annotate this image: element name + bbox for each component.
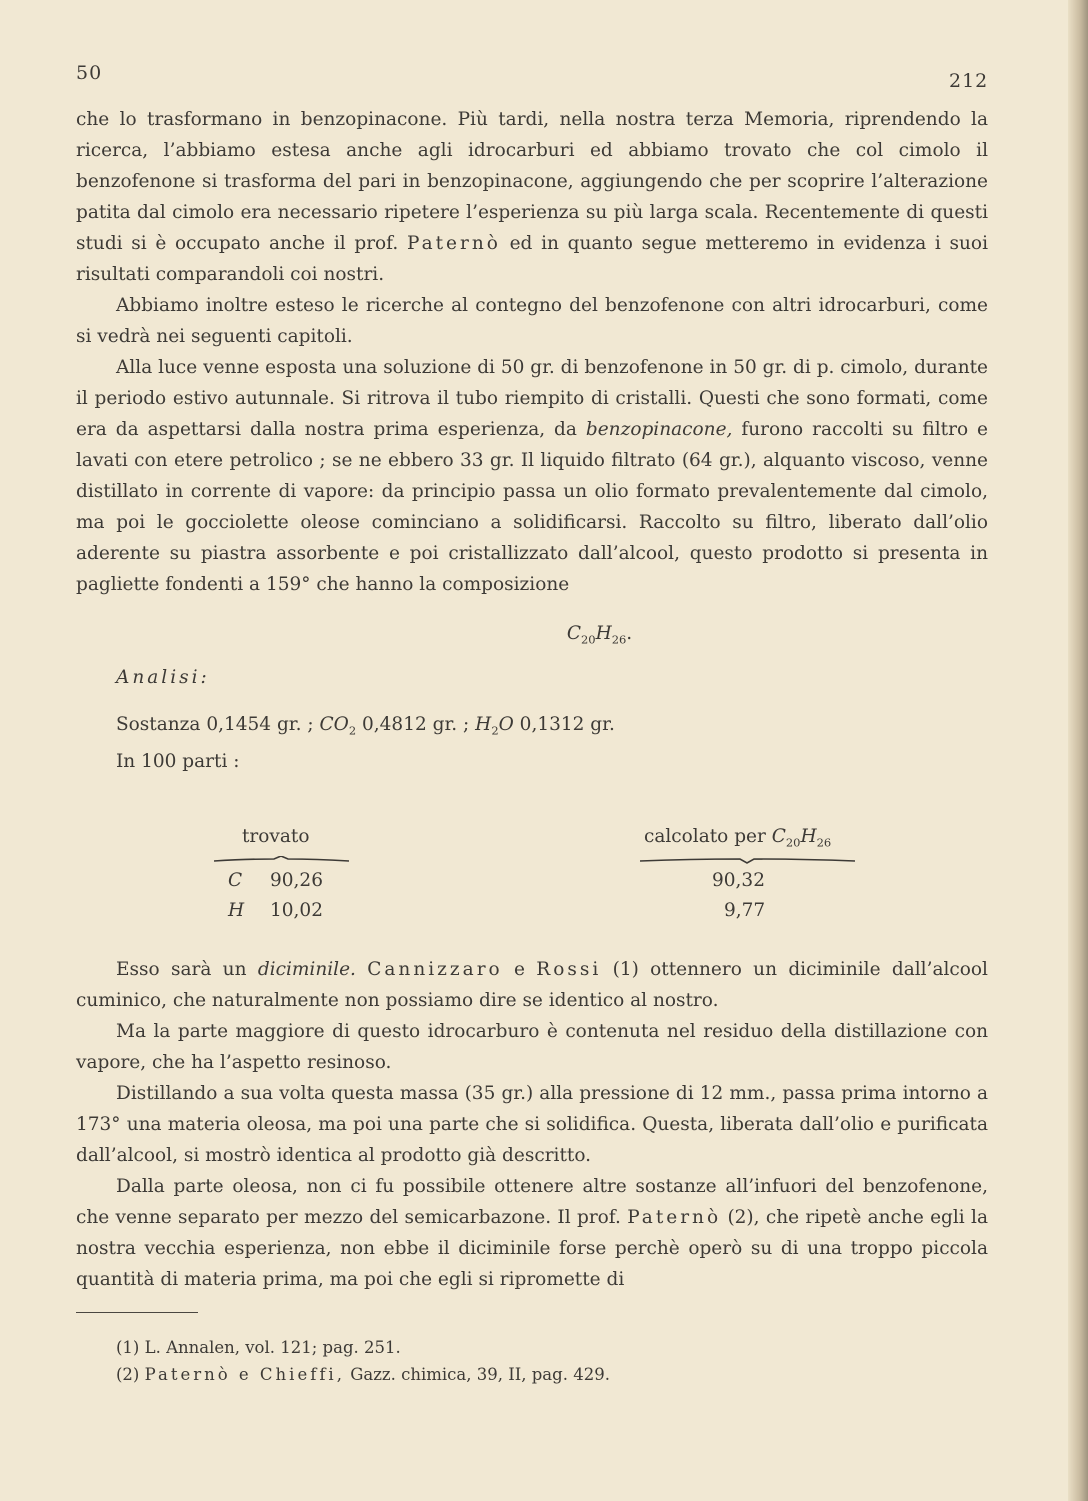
footnote-rule xyxy=(76,1312,198,1313)
row-elem: C xyxy=(228,870,243,891)
main-text-top xyxy=(76,104,988,777)
page-number-right: 212 xyxy=(949,70,989,92)
author-name: Paternò e Chieffi, xyxy=(144,1365,345,1384)
footnote-1: (1) L. Annalen, vol. 121; pag. 251. xyxy=(116,1338,401,1357)
paragraph-5: Ma la parte maggiore di questo idrocarburo è contenuta nel residuo della distillazione con vapore, che ha l’aspetto resinoso. xyxy=(76,1021,988,1073)
author-name: Paternò xyxy=(627,1207,722,1228)
author-name: Cannizzaro xyxy=(367,959,503,980)
row-trovato-value: 90,26 xyxy=(270,870,323,891)
paragraph-6: Distillando a sua volta questa massa (35 gr.) alla pressione di 12 mm., passa prima intorno a 173° una materia oleosa, ma poi una parte che si solidifica. Questa, liberata dall’olio e purificata dall’alcool, si mostrò identica al prodotto già descritto. xyxy=(76,1083,988,1166)
page-edge-shadow xyxy=(1068,0,1088,1501)
footnotes xyxy=(116,1334,610,1388)
column-calcolato: calcolato per $C_{20}H_{26}$ xyxy=(644,826,832,850)
row-calcolato-value: 9,77 xyxy=(724,900,766,921)
analysis-table xyxy=(76,826,988,936)
brace-left xyxy=(214,856,349,864)
main-text-bottom xyxy=(76,954,988,1295)
brace-right xyxy=(640,856,855,864)
row-trovato-value: 10,02 xyxy=(270,900,323,921)
row-calcolato-value: 90,32 xyxy=(712,870,765,891)
row-elem: H xyxy=(228,900,245,921)
paragraph-4: Esso sarà un diciminile. Cannizzaro e Rossi (1) ottennero un diciminile dall’alcool cuminico, che naturalmente non possiamo dire se identico al nostro. xyxy=(76,959,988,1011)
analisi-heading: Analisi: xyxy=(116,666,210,688)
in-100-parti: In 100 parti : xyxy=(116,751,240,773)
author-name: Paternò xyxy=(406,233,501,254)
sostanza-line: Sostanza 0,1454 gr. ; $CO_2$ 0,4812 gr. ; $H_2O$ 0,1312 gr. xyxy=(116,713,615,738)
paragraph-1: che lo trasformano in benzopinacone. Più tardi, nella nostra terza Memoria, riprendendo la ricerca, l’abbiamo estesa anche agli idrocarburi ed abbiamo trovato che col cimolo il benzofenone si trasforma del pari in benzopinacone, aggiungendo che per scoprire l’alterazione patita dal cimolo era necessario ripetere l’esperienza su più larga scala. Recentemente di questi studi si è occupato anche il prof. Paternò ed in quanto segue metteremo in evidenza i suoi risultati comparandoli coi nostri. xyxy=(76,109,988,285)
page-number-left: 50 xyxy=(76,62,103,84)
paragraph-7: Dalla parte oleosa, non ci fu possibile ottenere altre sostanze all’infuori del benzofenone, che venne separato per mezzo del semicarbazone. Il prof. Paternò (2), che ripetè anche egli la nostra vecchia esperienza, non ebbe il diciminile forse perchè operò su di una troppo piccola quantità di materia prima, ma poi che egli si ripromette di xyxy=(76,1176,988,1290)
formula: $C_{20}H_{26}$. xyxy=(566,623,633,647)
paragraph-3: Alla luce venne esposta una soluzione di 50 gr. di benzofenone in 50 gr. di p. cimolo, durante il periodo estivo autunnale. Si ritrova il tubo riempito di cristalli. Questi che sono formati, come era da aspettarsi dalla nostra prima esperienza, da benzopinacone, furono raccolti su filtro e lavati con etere petrolico ; se ne ebbero 33 gr. Il liquido filtrato (64 gr.), alquanto viscoso, venne distillato in corrente di vapore: da principio passa un olio formato prevalentemente dal cimolo, ma poi le gocciolette oleose cominciano a solidificarsi. Raccolto su filtro, liberato dall’olio aderente su piastra assorbente e poi cristallizzato dall’alcool, questo prodotto si presenta in pagliette fondenti a 159° che hanno la composizione xyxy=(76,357,988,595)
column-trovato: trovato xyxy=(242,826,310,847)
footnote-2: (2) Paternò e Chieffi, Gazz. chimica, 39, II, pag. 429. xyxy=(116,1365,610,1384)
paragraph-2: Abbiamo inoltre esteso le ricerche al contegno del benzofenone con altri idrocarburi, come si vedrà nei seguenti capitoli. xyxy=(76,295,988,347)
author-name: Rossi xyxy=(536,959,602,980)
